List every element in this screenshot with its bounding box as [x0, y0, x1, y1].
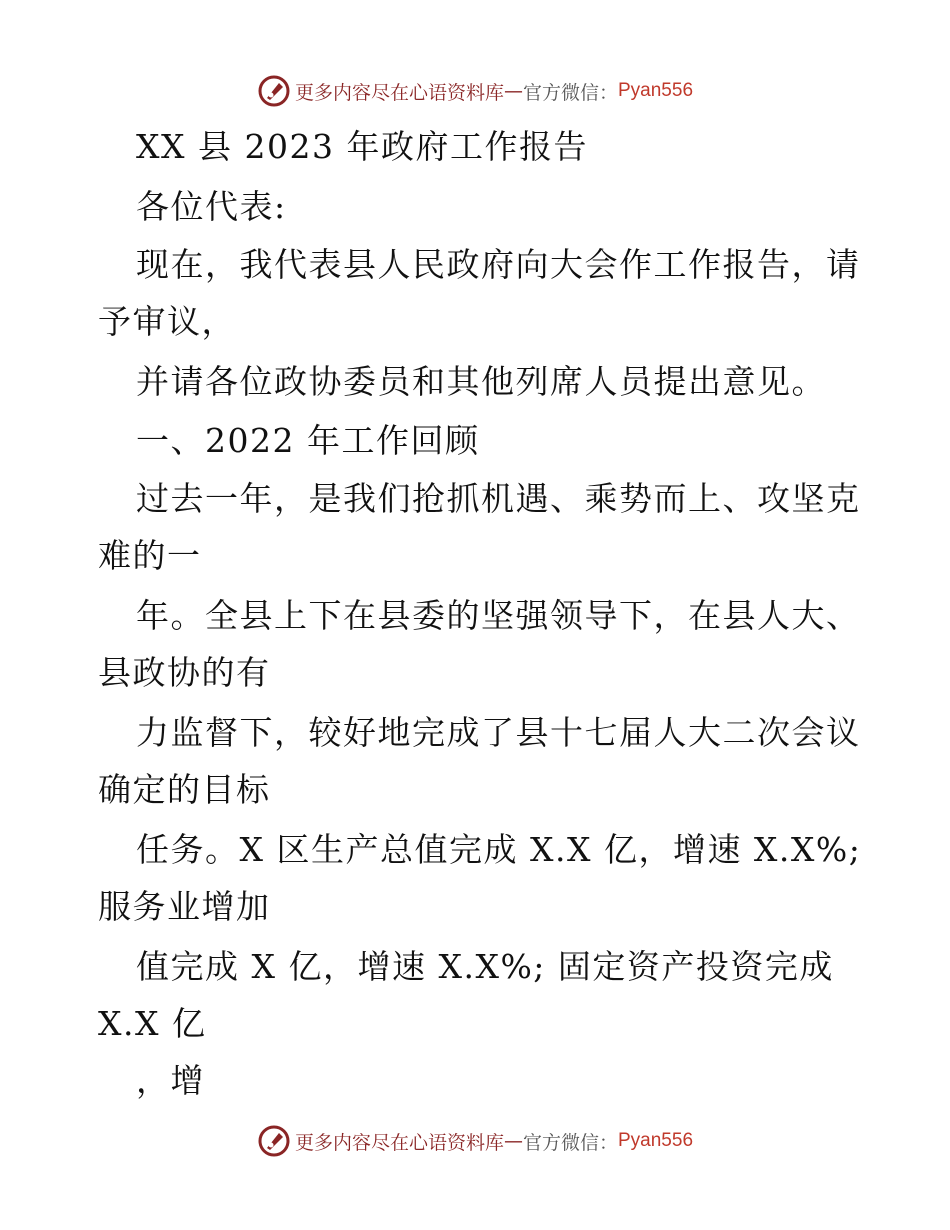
pen-nib-logo-icon: [257, 1124, 291, 1158]
banner-separator: —: [503, 1130, 523, 1152]
paragraph-line: 予审议，: [98, 302, 236, 341]
paragraph-line: 并请各位政协委员和其他列席人员提出意见。: [136, 362, 826, 401]
paragraph-line: 确定的目标: [98, 770, 271, 809]
banner-text: 更多内容尽在心语资料库: [294, 81, 504, 104]
paragraph-line: 任务。X 区生产总值完成 X.X 亿，增速 X.X%;: [136, 830, 862, 869]
paragraph-line: 过去一年，是我们抢抓机遇、乘势而上、攻坚克: [136, 479, 861, 518]
paragraph-line: ，增: [136, 1061, 205, 1100]
banner-label: 官方微信：: [522, 81, 618, 104]
paragraph-line: 年。全县上下在县委的坚强领导下，在县人大、: [136, 596, 861, 635]
paragraph-line: 服务业增加: [98, 887, 271, 926]
paragraph-line: X.X 亿: [98, 1004, 207, 1043]
banner-wechat-id: Pyan556: [618, 1130, 694, 1151]
paragraph-line: 值完成 X 亿，增速 X.X%; 固定资产投资完成: [136, 947, 834, 986]
banner-label: 官方微信：: [522, 1131, 618, 1154]
paragraph-line: 力监督下，较好地完成了县十七届人大二次会议: [136, 713, 861, 752]
paragraph-line: 难的一: [98, 536, 202, 575]
salutation: 各位代表:: [136, 187, 287, 226]
paragraph-line: 现在，我代表县人民政府向大会作工作报告，请: [136, 245, 861, 284]
banner-wechat-id: Pyan556: [618, 80, 694, 101]
document-title: XX 县 2023 年政府工作报告: [136, 127, 588, 166]
banner-separator: —: [503, 80, 523, 102]
pen-nib-logo-icon: [257, 74, 291, 108]
section-heading: 一、2022 年工作回顾: [136, 421, 480, 460]
footer-banner: [0, 1121, 950, 1161]
paragraph-line: 县政协的有: [98, 653, 271, 692]
banner-text: 更多内容尽在心语资料库: [294, 1131, 504, 1154]
header-banner: [0, 71, 950, 111]
